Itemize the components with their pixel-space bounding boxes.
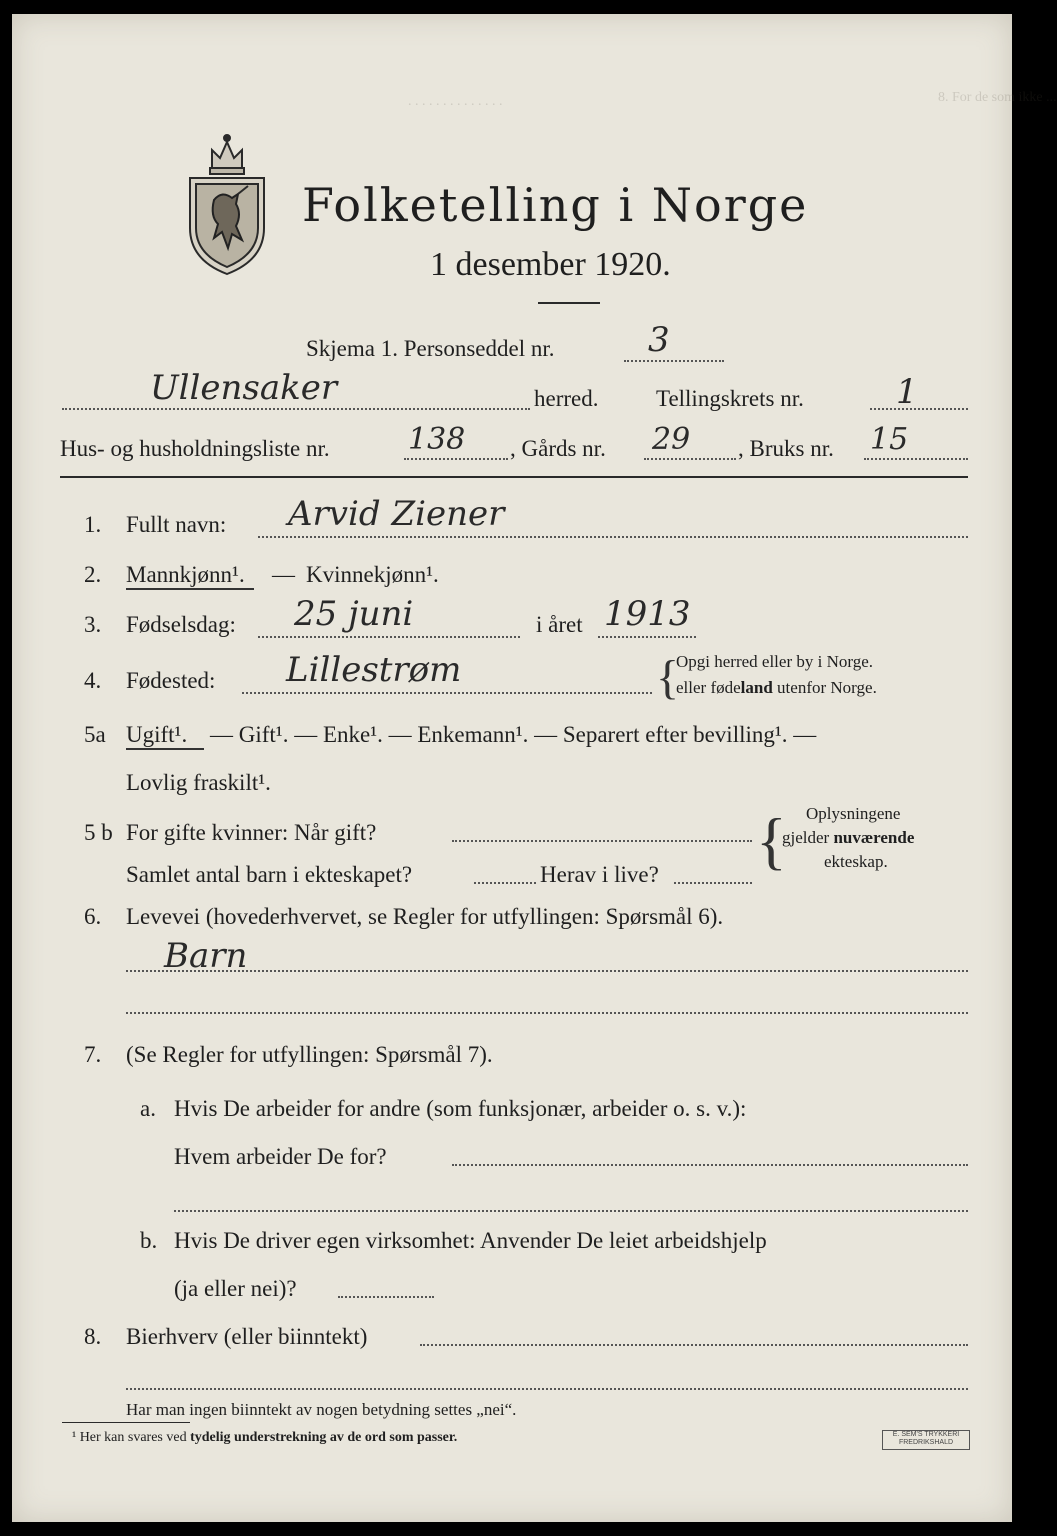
q4-birthplace-value[interactable]: Lillestrøm	[286, 650, 462, 690]
tellingskrets-line	[870, 408, 968, 410]
form-title: Folketelling i Norge	[302, 178, 809, 232]
tellingskrets-value[interactable]: 1	[896, 372, 918, 412]
q5b-note-line3: ekteskap.	[824, 852, 888, 871]
q5a-divorced-option[interactable]: Lovlig fraskilt¹.	[126, 770, 271, 795]
schema-number-value[interactable]: 3	[648, 320, 670, 360]
footer-note: Har man ingen biinntekt av nogen betydning settes „nei“.	[126, 1400, 517, 1419]
footnote-divider	[62, 1422, 190, 1423]
census-form-page: 8. For de som ikke ... . . . . . . . . . . . . . . Folketelling i Norge 1 desember 1920. Skjema 1. Personseddel nr. 3 Ullensaker herred. Tellingskrets nr. 1 Hus- og husholdningsliste nr. 138 , Gårds nr. 29 , Bruks nr. 15 1. Fullt navn: Arvid Ziener 2. Mannkjønn¹. — Kvinnekjønn¹. 3. Fødselsdag: 25 juni i året 1913 4. Fødested: Lillestrøm { Opgi herred eller by i Norge. eller fødeland utenfor Norge. 5a Ugift¹. — Gift¹. — Enke¹. — Enkemann¹. — Separert efter bevilling¹. — Lovlig fraskilt¹. 5 b For gifte kvinner: Når gift? Samlet antal barn i ekteskapet? Herav i live? { Oplysningene gjelder nuværende ekteskap. 6. Levevei (hovederhvervet, se Regler for utfyllingen: Spørsmål 6). Barn 7. (Se Regler for utfyllingen: Spørsmål 7). a. Hvis De arbeider for andre (som funksjonær, arbeider o. s. v.): Hvem arbeider De for? b. Hvis De driver egen virksomhet: Anvender De leiet arbeidshjelp (ja eller nei)? 8. Bierhverv (eller biinntekt) Har man ingen biinntekt av nogen betydning settes „nei“. ¹ Her kan svares ved tydelig understrekning av de ord som passer. E. SEM'S TRYKKERI FREDRIKSHALD	[12, 14, 1012, 1522]
tellingskrets-label: Tellingskrets nr.	[656, 386, 804, 411]
household-list-line	[404, 458, 508, 460]
q5a-unmarried-underline	[126, 748, 204, 750]
q5a-unmarried-option[interactable]: Ugift¹.	[126, 722, 188, 747]
header-divider	[60, 476, 968, 478]
gards-value[interactable]: 29	[652, 422, 691, 457]
bruks-value[interactable]: 15	[870, 422, 909, 457]
bruks-label: , Bruks nr.	[738, 436, 834, 461]
q7b-line2: (ja eller nei)?	[174, 1276, 297, 1301]
schema-label: Skjema 1. Personseddel nr.	[306, 336, 555, 361]
census-date: 1 desember 1920.	[430, 246, 671, 283]
q1-line	[258, 536, 968, 538]
q1-number: 1.	[84, 512, 102, 537]
bruks-line	[864, 458, 968, 460]
q4-line	[242, 692, 652, 694]
q3-label: Fødselsdag:	[126, 612, 236, 637]
q5a-other-options[interactable]: — Gift¹. — Enke¹. — Enkemann¹. — Separert efter bevilling¹. —	[210, 722, 817, 747]
q7b-line1: Hvis De driver egen virksomhet: Anvender De leiet arbeidshjelp	[174, 1228, 767, 1253]
q7a-answer-line2	[174, 1210, 968, 1212]
q4-note-line1: Opgi herred eller by i Norge.	[676, 652, 874, 671]
q5b-alive-label: Herav i live?	[540, 862, 659, 887]
herred-line	[62, 408, 530, 410]
q1-label: Fullt navn:	[126, 512, 227, 537]
q7a-answer-line1	[452, 1164, 968, 1166]
q3-year-value[interactable]: 1913	[604, 594, 691, 634]
q5b-married-label: For gifte kvinner: Når gift?	[126, 820, 377, 845]
herred-value[interactable]: Ullensaker	[150, 368, 338, 408]
herred-label: herred.	[534, 386, 599, 411]
q7a-line2: Hvem arbeider De for?	[174, 1144, 387, 1169]
q8-number: 8.	[84, 1324, 102, 1349]
q8-label: Bierhverv (eller biinntekt)	[126, 1324, 368, 1349]
q3-year-line	[598, 636, 696, 638]
household-list-label: Hus- og husholdningsliste nr.	[60, 436, 330, 461]
title-divider	[538, 302, 600, 304]
q2-number: 2.	[84, 562, 102, 587]
printer-stamp: E. SEM'S TRYKKERI FREDRIKSHALD	[882, 1430, 970, 1450]
q7-label: (Se Regler for utfyllingen: Spørsmål 7).	[126, 1042, 493, 1067]
q7-number: 7.	[84, 1042, 102, 1067]
q5b-note-line1: Oplysningene	[806, 804, 901, 823]
q4-note-brace: {	[656, 651, 680, 704]
q4-note-line2: eller fødeland utenfor Norge.	[676, 678, 877, 697]
q6-label: Levevei (hovederhvervet, se Regler for utfyllingen: Spørsmål 6).	[126, 904, 724, 929]
gards-label: , Gårds nr.	[510, 436, 606, 461]
gards-line	[644, 458, 736, 460]
q5b-number: 5 b	[84, 820, 113, 845]
q6-line2	[126, 1012, 968, 1014]
q3-year-label: i året	[536, 612, 583, 637]
schema-number-line	[624, 360, 724, 362]
q4-label: Fødested:	[126, 668, 216, 693]
norwegian-coat-of-arms-icon	[182, 128, 272, 278]
q2-female-option[interactable]: Kvinnekjønn¹.	[306, 562, 439, 587]
household-list-value[interactable]: 138	[408, 422, 466, 457]
q1-full-name-value[interactable]: Arvid Ziener	[288, 494, 505, 534]
q5b-children-line	[474, 882, 536, 884]
q2-separator: —	[272, 562, 295, 587]
q6-line1	[126, 970, 968, 972]
q8-answer-line1	[420, 1344, 968, 1346]
q4-number: 4.	[84, 668, 102, 693]
q7a-line1: Hvis De arbeider for andre (som funksjonær, arbeider o. s. v.):	[174, 1096, 747, 1121]
q5b-children-label: Samlet antal barn i ekteskapet?	[126, 862, 413, 887]
q7b-letter: b.	[140, 1228, 158, 1253]
q5b-married-line	[452, 840, 752, 842]
q2-male-option[interactable]: Mannkjønn¹.	[126, 562, 245, 587]
q7b-answer-line	[338, 1296, 434, 1298]
q3-birthday-line	[258, 636, 520, 638]
q5a-number: 5a	[84, 722, 106, 747]
q7a-letter: a.	[140, 1096, 156, 1121]
q5b-alive-line	[674, 882, 752, 884]
footnote: ¹ Her kan svares ved tydelig understrekning av de ord som passer.	[72, 1430, 458, 1445]
q8-answer-line2	[126, 1388, 968, 1390]
q5b-note-line2: gjelder nuværende	[782, 828, 915, 847]
q6-number: 6.	[84, 904, 102, 929]
q3-birthday-value[interactable]: 25 juni	[294, 594, 414, 634]
q5b-note-brace: {	[756, 805, 787, 876]
q3-number: 3.	[84, 612, 102, 637]
q2-male-underline	[126, 588, 254, 590]
q6-occupation-value[interactable]: Barn	[164, 936, 248, 976]
